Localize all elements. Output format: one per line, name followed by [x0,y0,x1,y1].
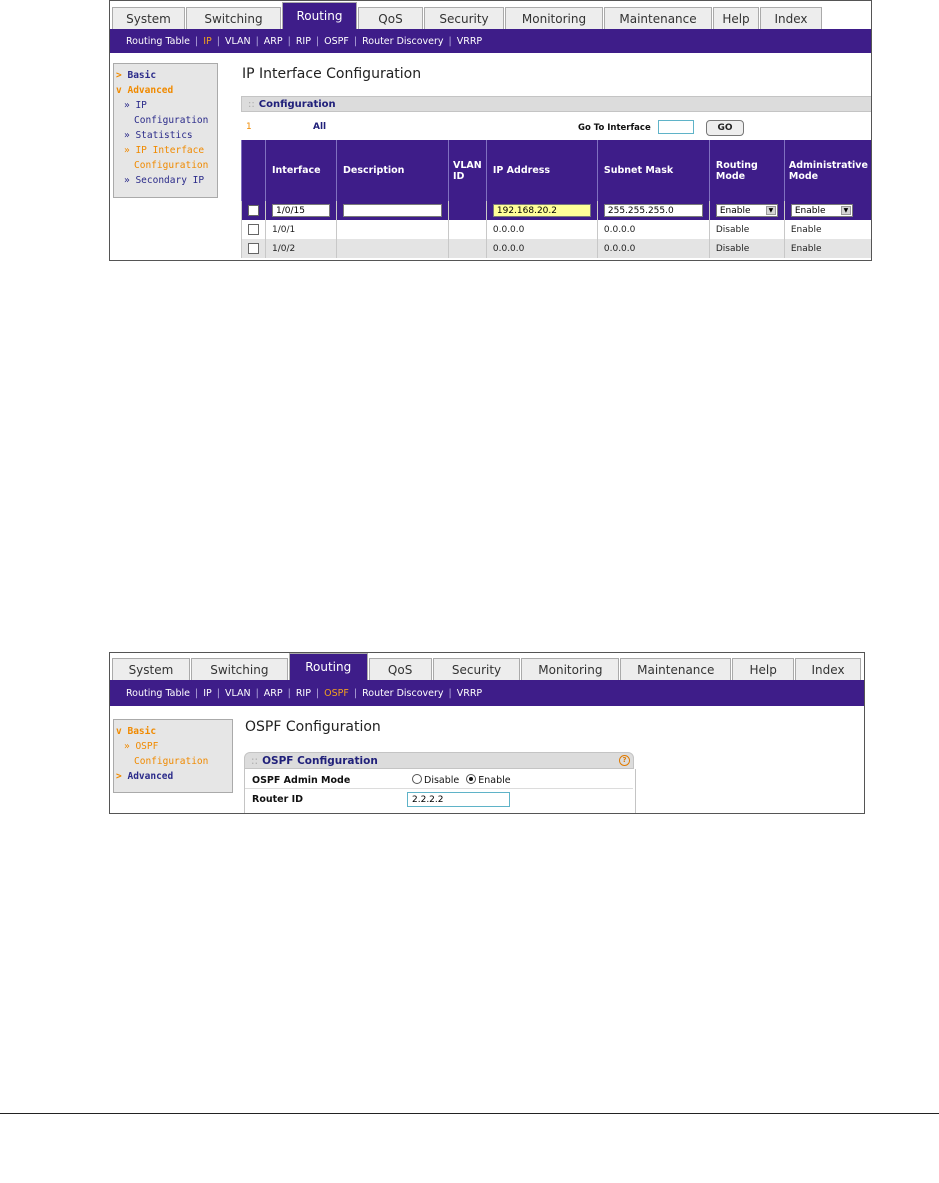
page-footer-rule [0,1113,939,1114]
subnav-ip[interactable]: IP [203,35,212,47]
configuration-section-header: :: Configuration [241,96,872,112]
subnet-mask-cell: 0.0.0.0 [597,220,709,239]
admin-mode-select[interactable]: Enable ▼ [791,204,853,217]
tab-qos[interactable]: QoS [358,7,423,29]
sidebar-item-ip-configuration[interactable]: » IP [124,100,147,111]
subnav-rip[interactable]: RIP [295,35,311,47]
column-header-subnet-mask: Subnet Mask [597,140,709,201]
table-header-row [242,140,873,201]
subnav-rip[interactable]: RIP [295,687,311,699]
interface-input[interactable]: 1/0/15 [272,204,330,217]
page-number-link[interactable]: 1 [246,122,252,132]
ip-address-cell: 0.0.0.0 [486,220,597,239]
subnav-routing-table[interactable]: Routing Table [126,687,191,699]
tab-routing[interactable]: Routing [282,2,357,29]
chevron-right-icon: > [116,70,122,81]
routing-mode-cell: Disable [709,220,784,239]
tab-maintenance[interactable]: Maintenance [620,658,731,680]
routing-sub-nav: Routing Table | IP | VLAN | ARP | RIP | OSPF | Router Discovery | VRRP [110,29,871,53]
ospf-admin-mode-label: OSPF Admin Mode [252,775,351,786]
tab-help[interactable]: Help [732,658,794,680]
tab-help[interactable]: Help [713,7,759,29]
edit-row-checkbox[interactable] [248,205,259,216]
routing-mode-cell: Disable [709,239,784,258]
row-checkbox[interactable] [248,224,259,235]
chevron-down-icon: v [116,726,122,737]
sidebar-item-ip-interface-configuration[interactable]: » IP Interface [124,145,205,156]
sidebar-nav [113,63,218,198]
column-header-routing-mode: Routing Mode [709,140,784,201]
column-header-vlan-id: VLAN ID [449,140,487,201]
row-checkbox[interactable] [248,243,259,254]
tab-security[interactable]: Security [433,658,521,680]
subnav-routing-table[interactable]: Routing Table [126,35,191,47]
column-header-description: Description [337,140,449,201]
ip-address-input[interactable]: 192.168.20.2 [493,204,591,217]
ip-interface-screenshot [109,0,872,261]
tab-index[interactable]: Index [795,658,861,680]
subnav-ospf[interactable]: OSPF [324,687,349,699]
routing-sub-nav: Routing Table | IP | VLAN | ARP | RIP | OSPF | Router Discovery | VRRP [110,680,864,706]
main-tab-bar [110,653,864,680]
help-icon[interactable]: ? [619,755,630,766]
table-edit-row [242,201,873,220]
interface-table [241,140,872,258]
router-id-input[interactable]: 2.2.2.2 [407,792,510,807]
table-row [242,220,873,239]
sidebar-item-secondary-ip[interactable]: » Secondary IP [124,175,205,186]
tab-qos[interactable]: QoS [369,658,432,680]
description-input[interactable] [343,204,442,217]
column-header-ip-address: IP Address [486,140,597,201]
subnav-ospf[interactable]: OSPF [324,35,349,47]
subnav-vrrp[interactable]: VRRP [456,687,483,699]
sidebar-nav [113,719,233,793]
sidebar-basic[interactable]: > Basic [116,70,157,81]
page-title: IP Interface Configuration [242,66,422,82]
vlan-id-cell [449,220,487,239]
tab-switching[interactable]: Switching [191,658,288,680]
subnav-arp[interactable]: ARP [263,687,283,699]
row-divider [245,788,633,789]
column-header-administrative-mode: Administrative Mode [784,140,872,201]
grip-icon: :: [251,755,259,767]
ospf-admin-mode-radios [412,774,511,786]
chevron-down-icon: v [116,85,122,96]
tab-maintenance[interactable]: Maintenance [604,7,712,29]
sidebar-item-ip-interface-configuration-cont[interactable]: Configuration [134,160,209,171]
tab-monitoring[interactable]: Monitoring [505,7,603,29]
chevron-right-icon: > [116,771,122,782]
go-button[interactable]: GO [706,120,744,136]
interface-cell: 1/0/2 [266,239,337,258]
tab-security[interactable]: Security [424,7,504,29]
column-header-interface: Interface [266,140,337,201]
subnav-router-discovery[interactable]: Router Discovery [362,687,444,699]
dropdown-arrow-icon: ▼ [841,206,851,215]
subnav-vlan[interactable]: VLAN [224,687,251,699]
ospf-config-screenshot [109,652,865,814]
enable-radio-label: Enable [478,775,511,786]
page-title: OSPF Configuration [245,719,381,735]
ip-address-cell: 0.0.0.0 [486,239,597,258]
vlan-id-cell [449,201,487,220]
tab-system[interactable]: System [112,658,190,680]
grip-icon: :: [248,99,255,110]
ospf-section-header: :: OSPF Configuration [244,752,634,769]
sidebar-item-ospf-configuration-cont[interactable]: Configuration [134,756,209,767]
subnav-router-discovery[interactable]: Router Discovery [362,35,444,47]
sidebar-item-ospf-configuration[interactable]: » OSPF [124,741,159,752]
tab-switching[interactable]: Switching [186,7,281,29]
table-row [242,239,873,258]
show-all-link[interactable]: All [313,122,327,132]
interface-cell: 1/0/1 [266,220,337,239]
tab-index[interactable]: Index [760,7,822,29]
tab-system[interactable]: System [112,7,185,29]
subnet-mask-cell: 0.0.0.0 [597,239,709,258]
dropdown-arrow-icon: ▼ [766,206,776,215]
disable-radio-label: Disable [424,775,460,786]
sidebar-item-ip-configuration-cont[interactable]: Configuration [134,115,209,126]
tab-monitoring[interactable]: Monitoring [521,658,619,680]
disable-radio[interactable] [412,774,422,784]
select-column-header [242,140,266,201]
main-tab-bar [110,1,871,29]
sidebar-basic[interactable]: v Basic [116,726,157,737]
subnav-arp[interactable]: ARP [263,35,283,47]
tab-routing[interactable]: Routing [289,653,368,680]
sidebar-item-statistics[interactable]: » Statistics [124,130,193,141]
admin-mode-cell: Enable [784,220,872,239]
goto-interface-label: Go To Interface [578,123,651,133]
admin-mode-cell: Enable [784,239,872,258]
description-cell [337,220,449,239]
routing-mode-select[interactable]: Enable ▼ [716,204,778,217]
subnav-ip[interactable]: IP [203,687,212,699]
sidebar-advanced[interactable]: v Advanced [116,85,174,96]
vlan-id-cell [449,239,487,258]
enable-radio[interactable] [466,774,476,784]
subnav-vlan[interactable]: VLAN [224,35,251,47]
description-cell [337,239,449,258]
router-id-label: Router ID [252,794,304,805]
goto-interface-input[interactable] [658,120,694,134]
sidebar-advanced[interactable]: > Advanced [116,771,174,782]
subnav-vrrp[interactable]: VRRP [456,35,483,47]
subnet-mask-input[interactable]: 255.255.255.0 [604,204,703,217]
